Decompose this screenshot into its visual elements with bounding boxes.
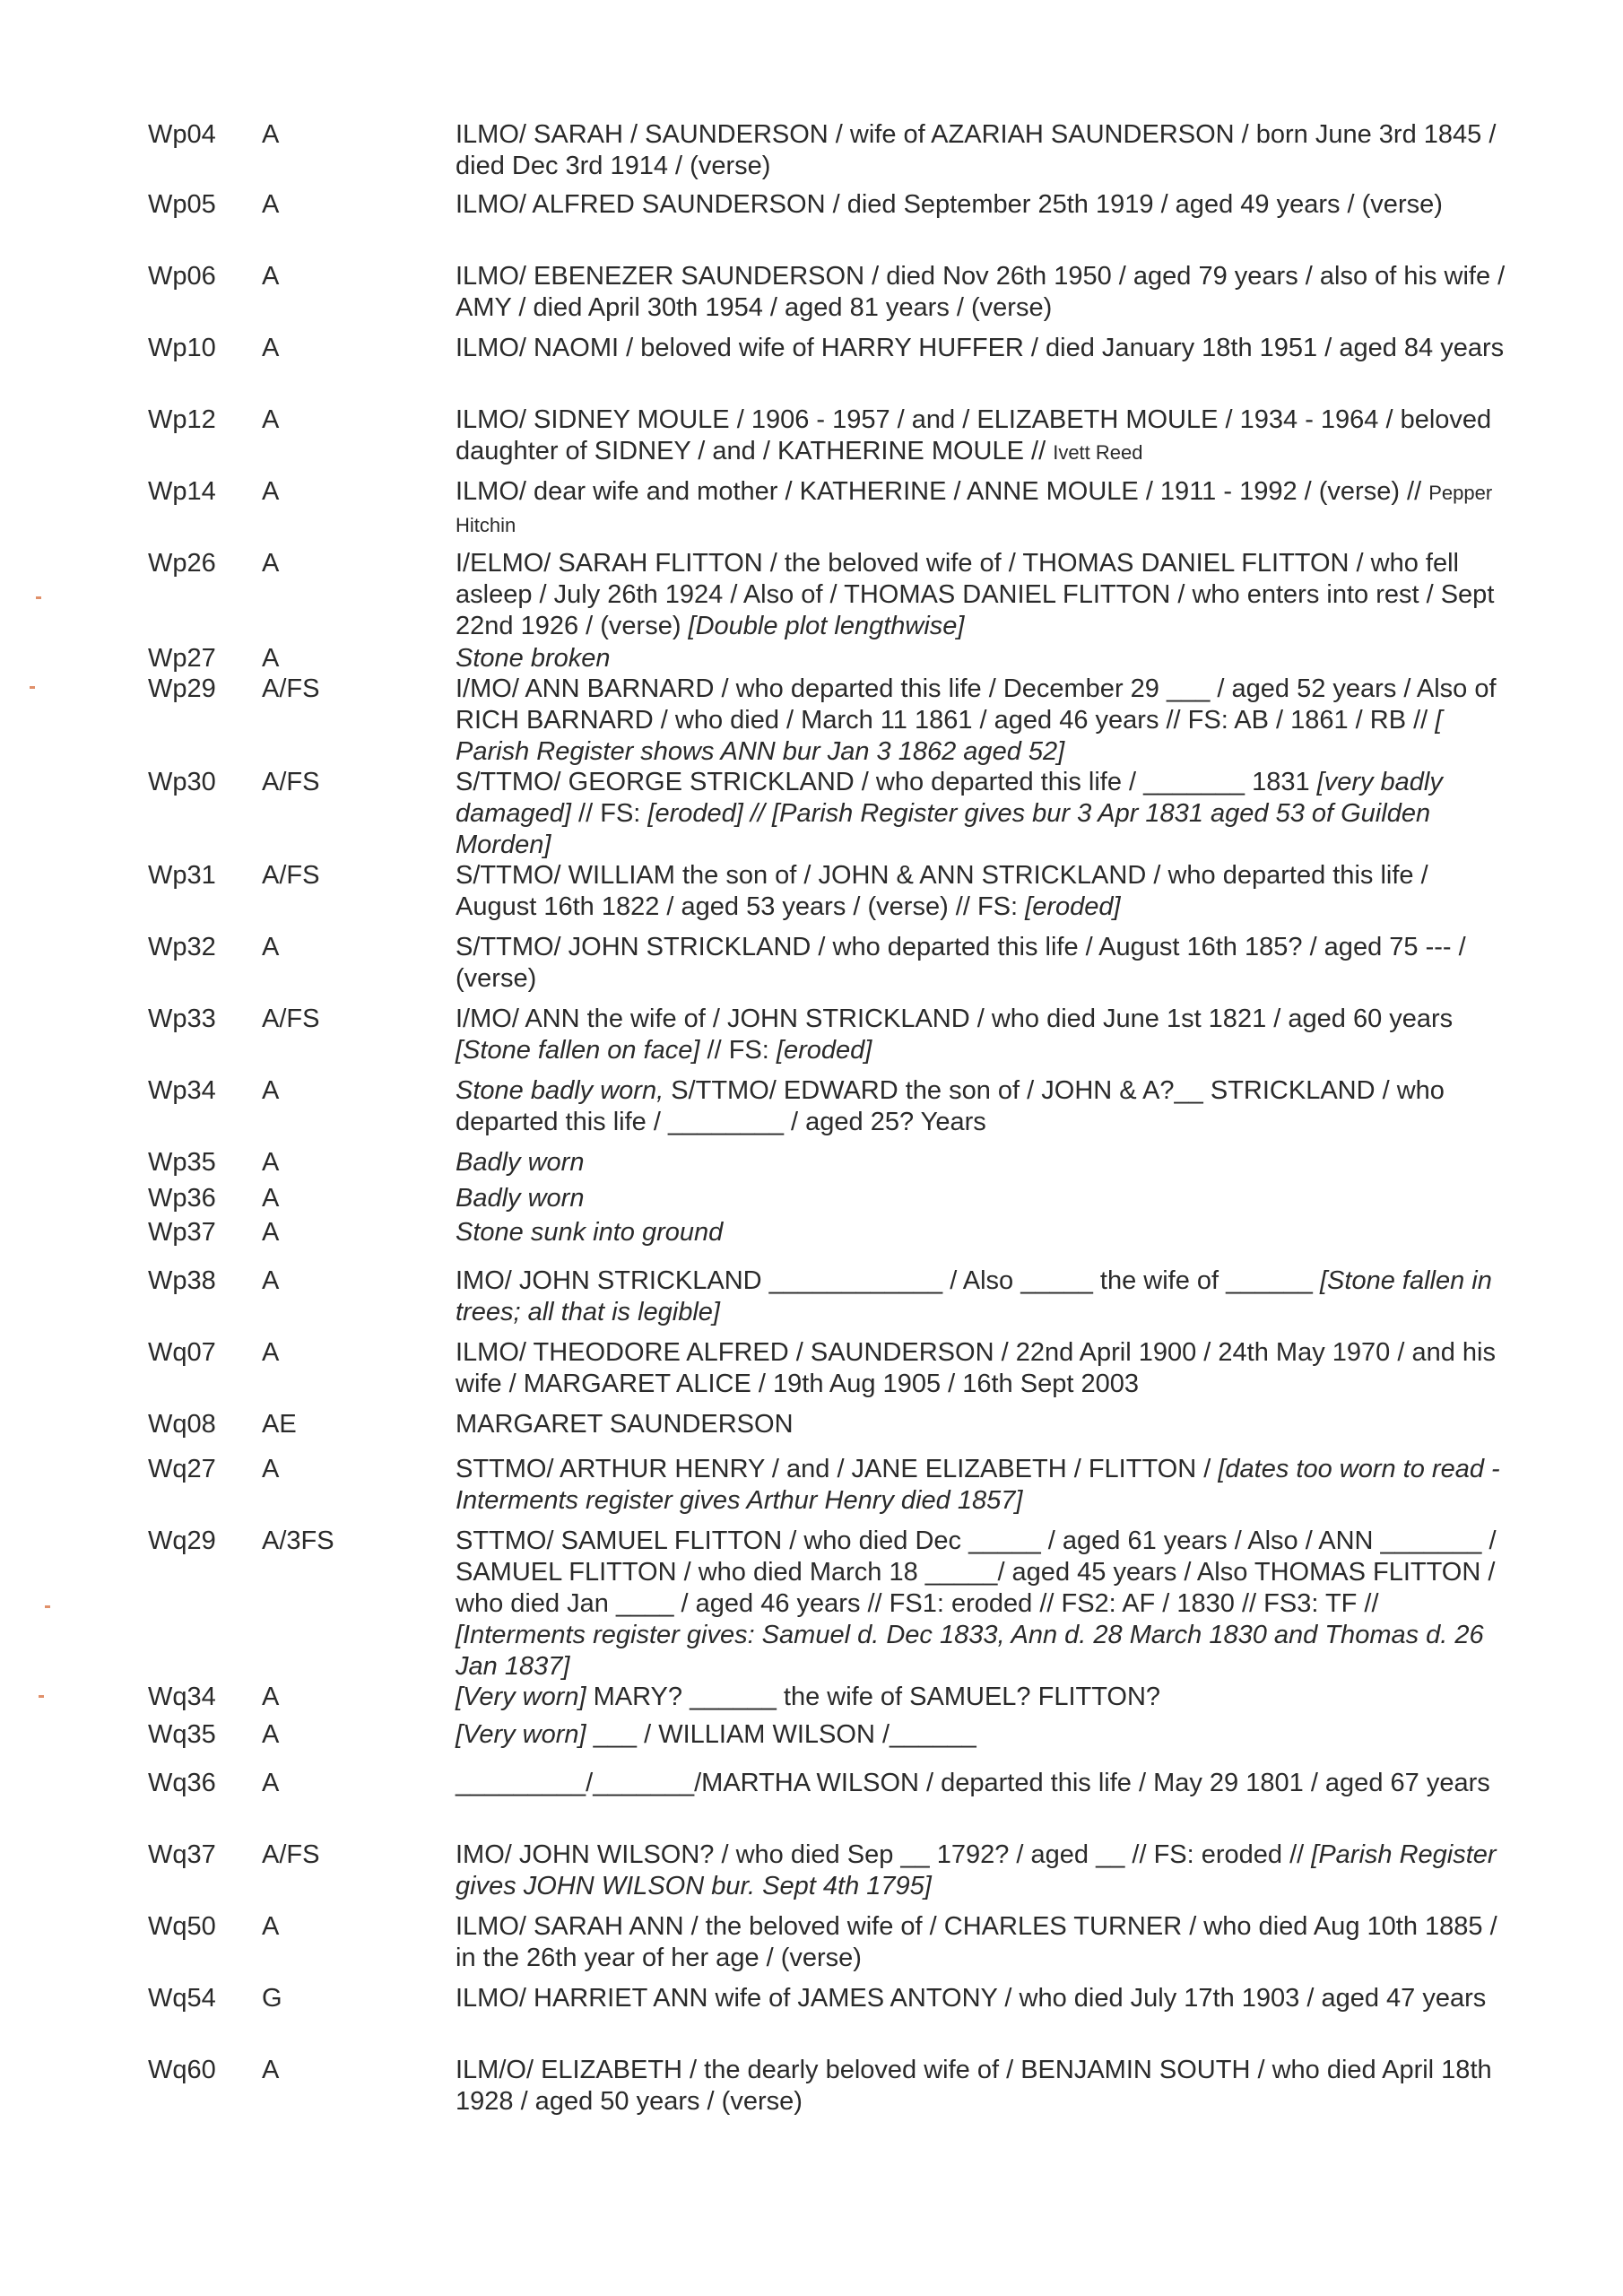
record-text bbox=[456, 860, 1514, 923]
record-type: A/FS bbox=[262, 1840, 320, 1869]
inscription: ILMO/ NAOMI / beloved wife of HARRY HUFFER / died January 18th 1951 / aged 84 years bbox=[456, 334, 1505, 362]
editorial-note: Stone sunk into ground bbox=[456, 1218, 724, 1247]
record-text bbox=[456, 1075, 1514, 1138]
mason-name: Ivett Reed bbox=[1053, 441, 1143, 464]
record-code: Wq29 bbox=[148, 1526, 216, 1555]
inscription: STTMO/ SAMUEL FLITTON / who died Dec _____ / aged 61 years / Also / ANN _______ / SAMUEL FLITTON / who died March 18 _____/ aged 45 years / Also THOMAS FLITTON / who died Jan ____ / aged 46 years // FS1: eroded // FS2: AF / 1830 // FS3: TF // bbox=[456, 1526, 1497, 1618]
record-text bbox=[456, 1768, 1514, 1799]
record-text bbox=[456, 767, 1514, 861]
inscription: ILMO/ THEODORE ALFRED / SAUNDERSON / 22nd April 1900 / 24th May 1970 / and his wife / MARGARET ALICE / 19th Aug 1905 / 16th Sept 2003 bbox=[456, 1338, 1496, 1398]
record-type: A bbox=[262, 644, 280, 673]
inscription: MARGARET SAUNDERSON bbox=[456, 1410, 794, 1439]
editorial-note: [Interments register gives: Samuel d. Dec 1833, Ann d. 28 March 1830 and Thomas d. 26 Jan 1837] bbox=[456, 1621, 1484, 1681]
record-text bbox=[456, 674, 1514, 768]
record-code: Wp10 bbox=[148, 334, 216, 362]
record-type: A/FS bbox=[262, 768, 320, 796]
record-type: A bbox=[262, 549, 280, 578]
record-code: Wp12 bbox=[148, 405, 216, 434]
record-text bbox=[456, 1839, 1514, 1902]
editorial-note: [Very worn] bbox=[456, 1683, 594, 1711]
record-type: A/3FS bbox=[262, 1526, 334, 1555]
record-code: Wq27 bbox=[148, 1455, 216, 1483]
record-code: Wp38 bbox=[148, 1266, 216, 1295]
inscription: ILMO/ SIDNEY MOULE / 1906 - 1957 / and / ELIZABETH MOULE / 1934 - 1964 / beloved daughter of SIDNEY / and / KATHERINE MOULE // bbox=[456, 405, 1492, 465]
editorial-note: [dates too worn to read - Interments register gives Arthur Henry died 1857] bbox=[456, 1455, 1500, 1515]
record-text bbox=[456, 1911, 1514, 1974]
inscription: ILMO/ SARAH / SAUNDERSON / wife of AZARIAH SAUNDERSON / born June 3rd 1845 / died Dec 3rd 1914 / (verse) bbox=[456, 120, 1497, 180]
inscription: I/ELMO/ SARAH FLITTON / the beloved wife of / THOMAS DANIEL FLITTON / who fell asleep / July 26th 1924 / Also of / THOMAS DANIEL FLITTON / who enters into rest / Sept 22nd 1926 / (verse) bbox=[456, 549, 1495, 640]
record-type: A/FS bbox=[262, 861, 320, 890]
record-type: A bbox=[262, 190, 280, 219]
margin-mark bbox=[30, 686, 35, 689]
record-type: A bbox=[262, 1912, 280, 1941]
record-code: Wq37 bbox=[148, 1840, 216, 1869]
inscription: S/TTMO/ WILLIAM the son of / JOHN & ANN STRICKLAND / who departed this life / August 16th 1822 / aged 53 years / (verse) // FS: bbox=[456, 861, 1428, 921]
margin-mark bbox=[36, 596, 41, 599]
inscription: S/TTMO/ JOHN STRICKLAND / who departed this life / August 16th 185? / aged 75 --- / (verse) bbox=[456, 933, 1466, 993]
inscription: // FS: bbox=[699, 1036, 777, 1065]
record-text bbox=[456, 261, 1514, 324]
record-text bbox=[456, 1526, 1514, 1683]
record-code: Wp14 bbox=[148, 477, 216, 506]
record-text bbox=[456, 2055, 1514, 2118]
editorial-note: Badly worn bbox=[456, 1184, 585, 1213]
inscription: // FS: bbox=[571, 799, 648, 828]
record-type: A bbox=[262, 120, 280, 149]
record-type: A bbox=[262, 2056, 280, 2084]
editorial-note: Stone badly worn, bbox=[456, 1076, 672, 1105]
record-type: A bbox=[262, 1148, 280, 1177]
record-type: A bbox=[262, 1266, 280, 1295]
record-type: A bbox=[262, 1683, 280, 1711]
editorial-note: Stone broken bbox=[456, 644, 611, 673]
inscription: ILMO/ dear wife and mother / KATHERINE / ANNE MOULE / 1911 - 1992 / (verse) // bbox=[456, 477, 1429, 506]
record-text bbox=[456, 1004, 1514, 1066]
record-type: A bbox=[262, 1455, 280, 1483]
record-type: A bbox=[262, 933, 280, 961]
inscription: ILMO/ SARAH ANN / the beloved wife of / CHARLES TURNER / who died Aug 10th 1885 / in the 26th year of her age / (verse) bbox=[456, 1912, 1497, 1972]
record-type: A/FS bbox=[262, 1004, 320, 1033]
record-code: Wq50 bbox=[148, 1912, 216, 1941]
editorial-note: [Double plot lengthwise] bbox=[688, 612, 965, 640]
record-type: A bbox=[262, 1338, 280, 1367]
record-code: Wp35 bbox=[148, 1148, 216, 1177]
record-type: A bbox=[262, 334, 280, 362]
inscription: IMO/ JOHN WILSON? / who died Sep __ 1792? / aged __ // FS: eroded // bbox=[456, 1840, 1312, 1869]
record-code: Wq34 bbox=[148, 1683, 216, 1711]
record-type: A bbox=[262, 405, 280, 434]
editorial-note: [eroded] bbox=[776, 1036, 872, 1065]
margin-mark bbox=[45, 1605, 50, 1608]
record-text bbox=[456, 119, 1514, 182]
record-code: Wp32 bbox=[148, 933, 216, 961]
record-type: A bbox=[262, 1218, 280, 1247]
inscription: I/MO/ ANN the wife of / JOHN STRICKLAND / who died June 1st 1821 / aged 60 years bbox=[456, 1004, 1454, 1033]
editorial-note: [Stone fallen in trees; all that is legible] bbox=[456, 1266, 1492, 1326]
record-type: A bbox=[262, 1769, 280, 1797]
inscription: STTMO/ ARTHUR HENRY / and / JANE ELIZABETH / FLITTON / bbox=[456, 1455, 1219, 1483]
editorial-note: [very badly damaged] bbox=[456, 768, 1443, 828]
record-code: Wp04 bbox=[148, 120, 216, 149]
record-code: Wp36 bbox=[148, 1184, 216, 1213]
record-text bbox=[456, 548, 1514, 642]
record-code: Wq07 bbox=[148, 1338, 216, 1367]
record-code: Wp33 bbox=[148, 1004, 216, 1033]
record-text bbox=[456, 932, 1514, 995]
record-text bbox=[456, 1983, 1514, 2014]
record-code: Wp31 bbox=[148, 861, 216, 890]
record-code: Wq08 bbox=[148, 1410, 216, 1439]
record-type: A bbox=[262, 1076, 280, 1105]
record-text bbox=[456, 1337, 1514, 1400]
inscription: ILMO/ ALFRED SAUNDERSON / died September 25th 1919 / aged 49 years / (verse) bbox=[456, 190, 1443, 219]
record-text bbox=[456, 1183, 1514, 1214]
editorial-note: [Stone fallen on face] bbox=[456, 1036, 700, 1065]
editorial-note: [Parish Register gives JOHN WILSON bur. Sept 4th 1795] bbox=[456, 1840, 1497, 1900]
record-code: Wp26 bbox=[148, 549, 216, 578]
record-type: A/FS bbox=[262, 674, 320, 703]
record-code: Wp06 bbox=[148, 262, 216, 291]
record-code: Wp30 bbox=[148, 768, 216, 796]
record-code: Wq54 bbox=[148, 1984, 216, 2013]
record-code: Wp27 bbox=[148, 644, 216, 673]
record-type: A bbox=[262, 1720, 280, 1749]
inscription: IMO/ JOHN STRICKLAND ____________ / Also _____ the wife of ______ bbox=[456, 1266, 1320, 1295]
record-text bbox=[456, 643, 1514, 674]
inscription: _________/_______/MARTHA WILSON / departed this life / May 29 1801 / aged 67 years bbox=[456, 1769, 1490, 1797]
record-code: Wp05 bbox=[148, 190, 216, 219]
record-text bbox=[456, 1719, 1514, 1751]
record-text bbox=[456, 189, 1514, 221]
record-code: Wp29 bbox=[148, 674, 216, 703]
record-text bbox=[456, 333, 1514, 364]
editorial-note: [eroded] bbox=[1025, 892, 1121, 921]
editorial-note: Badly worn bbox=[456, 1148, 585, 1177]
inscription: MARY? ______ the wife of SAMUEL? FLITTON? bbox=[593, 1683, 1161, 1711]
record-code: Wq35 bbox=[148, 1720, 216, 1749]
record-type: G bbox=[262, 1984, 282, 2013]
inscription: S/TTMO/ EDWARD the son of / JOHN & A?__ STRICKLAND / who departed this life / ________ / aged 25? Years bbox=[456, 1076, 1445, 1136]
record-code: Wp37 bbox=[148, 1218, 216, 1247]
editorial-note: [ Parish Register shows ANN bur Jan 3 1862 aged 52] bbox=[456, 706, 1443, 766]
record-code: Wq60 bbox=[148, 2056, 216, 2084]
editorial-note: [Very worn] bbox=[456, 1720, 594, 1749]
inscription: ILMO/ EBENEZER SAUNDERSON / died Nov 26th 1950 / aged 79 years / also of his wife / AMY / died April 30th 1954 / aged 81 years / (verse) bbox=[456, 262, 1506, 322]
record-text bbox=[456, 1682, 1514, 1713]
record-code: Wp34 bbox=[148, 1076, 216, 1105]
inscription: ILM/O/ ELIZABETH / the dearly beloved wife of / BENJAMIN SOUTH / who died April 18th 1928 / aged 50 years / (verse) bbox=[456, 2056, 1492, 2116]
record-type: AE bbox=[262, 1410, 297, 1439]
record-text bbox=[456, 1409, 1514, 1440]
editorial-note: [eroded] // [Parish Register gives bur 3 Apr 1831 aged 53 of Guilden Morden] bbox=[456, 799, 1431, 859]
record-text bbox=[456, 1147, 1514, 1178]
inscription: S/TTMO/ GEORGE STRICKLAND / who departed this life / _______ 1831 bbox=[456, 768, 1317, 796]
inscription: I/MO/ ANN BARNARD / who departed this life / December 29 ___ / aged 52 years / Also of RICH BARNARD / who died / March 11 1861 / aged 46 years // FS: AB / 1861 / RB // bbox=[456, 674, 1497, 735]
record-type: A bbox=[262, 477, 280, 506]
record-type: A bbox=[262, 262, 280, 291]
record-text bbox=[456, 1265, 1514, 1328]
record-text bbox=[456, 1454, 1514, 1517]
record-text bbox=[456, 1217, 1514, 1248]
record-text bbox=[456, 476, 1514, 541]
mason-name: Pepper Hitchin bbox=[456, 482, 1493, 536]
record-text bbox=[456, 404, 1514, 468]
inscription: ___ / WILLIAM WILSON /______ bbox=[593, 1720, 976, 1749]
inscription: ILMO/ HARRIET ANN wife of JAMES ANTONY / who died July 17th 1903 / aged 47 years bbox=[456, 1984, 1487, 2013]
margin-mark bbox=[39, 1695, 44, 1698]
record-type: A bbox=[262, 1184, 280, 1213]
record-code: Wq36 bbox=[148, 1769, 216, 1797]
